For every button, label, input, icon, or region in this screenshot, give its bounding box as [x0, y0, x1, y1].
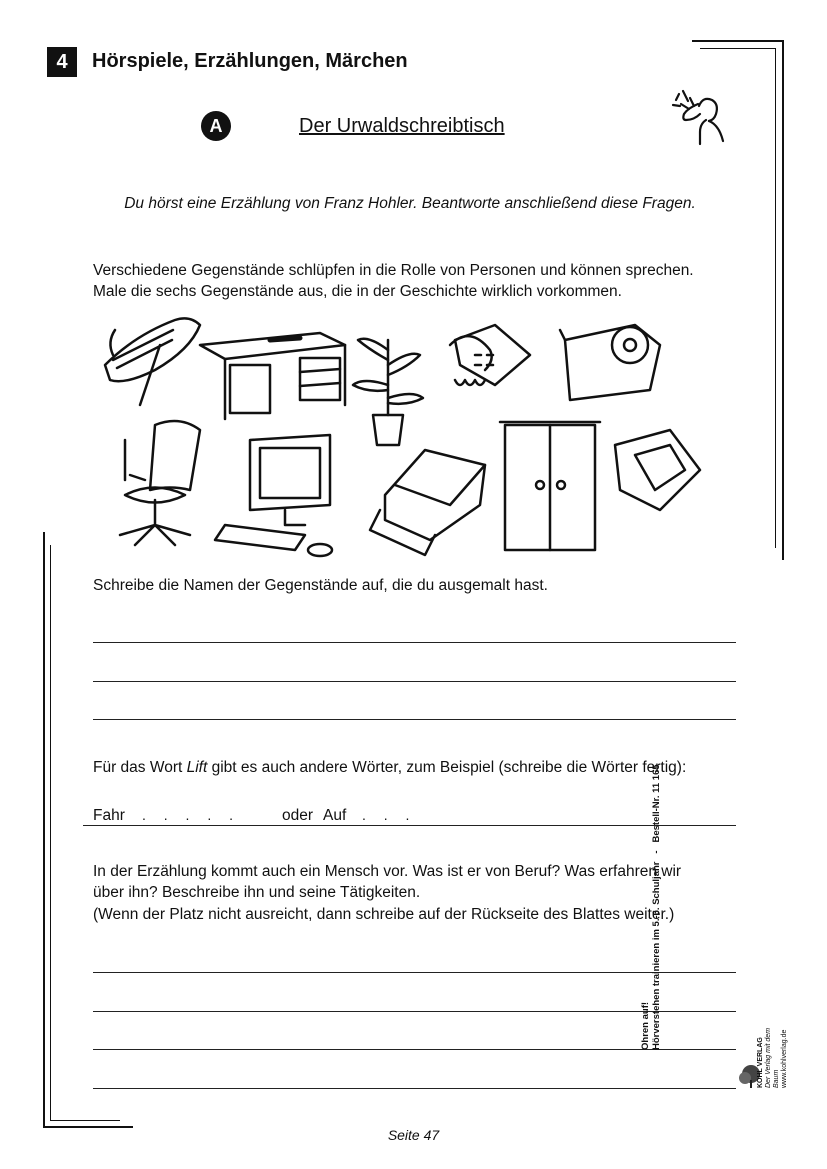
- publisher-logo-text: KOHL VERLAG: [757, 1037, 764, 1088]
- publisher-text: [757, 1018, 789, 1088]
- wardrobe-icon: [500, 422, 600, 550]
- task4-line1: In der Erzählung kommt auch ein Mensch vor. Was ist er von Beruf? Was erfahren wir: [93, 863, 682, 880]
- telephone-icon: [450, 325, 530, 385]
- frame-right-outer: [782, 40, 784, 560]
- publisher-url[interactable]: www.kohlverlag.de: [781, 1029, 788, 1088]
- fill-in-auf[interactable]: [323, 805, 346, 826]
- computer-icon: [215, 435, 332, 556]
- sidebar-series: Ohren auf!: [640, 1001, 651, 1050]
- plant-icon: [353, 339, 423, 445]
- task3-suffix: gibt es auch andere Wörter, zum Beispiel (schreibe die Wörter fertig):: [207, 759, 687, 776]
- sidebar-text: [640, 680, 662, 1050]
- answer-line-1[interactable]: [93, 642, 736, 643]
- section-badge: A: [201, 111, 231, 141]
- frame-top-right-outer: [692, 40, 784, 42]
- printer-icon: [370, 450, 485, 555]
- frame-left-inner: [50, 545, 51, 1121]
- fill-in-line[interactable]: [83, 825, 736, 826]
- office-chair-icon: [120, 421, 200, 545]
- frame-top-right-inner: [700, 48, 776, 49]
- answer-line-7[interactable]: [93, 1088, 736, 1089]
- intro-text: Du hörst eine Erzählung von Franz Hohler. Beantworte anschließend diese Fragen.: [124, 195, 696, 212]
- publisher-logo: [737, 1020, 797, 1090]
- task3-prefix: Für das Wort: [93, 759, 187, 776]
- frame-right-inner: [775, 48, 776, 548]
- story-title: Der Urwaldschreibtisch: [299, 115, 505, 137]
- page-number: Seite 47: [387, 1127, 440, 1143]
- knife-icon: [105, 318, 200, 405]
- fill2-dots: . . .: [362, 807, 410, 823]
- sidebar-order-number: Bestell-Nr. 11 165: [651, 764, 662, 843]
- sidebar-book: Hörverstehen trainieren im 5.-6. Schuljahr - Bestell-Nr. 11 165: [651, 764, 662, 1050]
- frame-bottom-inner: [50, 1120, 120, 1121]
- task2-prompt: Schreibe die Namen der Gegenstände auf, die du ausgemalt hast.: [93, 577, 548, 594]
- frame-left-outer: [43, 532, 45, 1128]
- desk-icon: [200, 333, 345, 419]
- task4-line2: über ihn? Beschreibe ihn und seine Tätigkeiten.: [93, 884, 421, 901]
- stapler-icon: [615, 430, 700, 510]
- listening-figure-icon: [666, 84, 730, 148]
- task1-line2: Male die sechs Gegenstände aus, die in der Geschichte wirklich vorkommen.: [93, 283, 622, 300]
- chapter-number: 4: [47, 47, 77, 77]
- fill-in-fahr[interactable]: [93, 805, 125, 826]
- fill2-label: Auf: [323, 807, 347, 824]
- task4-line3: (Wenn der Platz nicht ausreicht, dann schreibe auf der Rückseite des Blattes weiter.): [93, 906, 675, 923]
- task3-word: Lift: [186, 759, 208, 776]
- fill1-label: Fahr: [93, 807, 125, 824]
- chapter-title: Hörspiele, Erzählungen, Märchen: [92, 50, 408, 72]
- task1-line1: Verschiedene Gegenstände schlüpfen in die Rolle von Personen und können sprechen.: [93, 262, 694, 279]
- task3-prompt: [93, 757, 686, 778]
- publisher-slogan: Der Verlag mit dem Baum: [765, 1027, 780, 1088]
- fill1-dots: . . . . .: [142, 807, 234, 823]
- sidebar-book-title: Hörverstehen trainieren im 5.-6. Schuljahr: [651, 861, 662, 1050]
- connector-oder: oder: [282, 807, 314, 824]
- tape-dispenser-icon: [560, 325, 660, 400]
- object-illustrations: [95, 310, 705, 560]
